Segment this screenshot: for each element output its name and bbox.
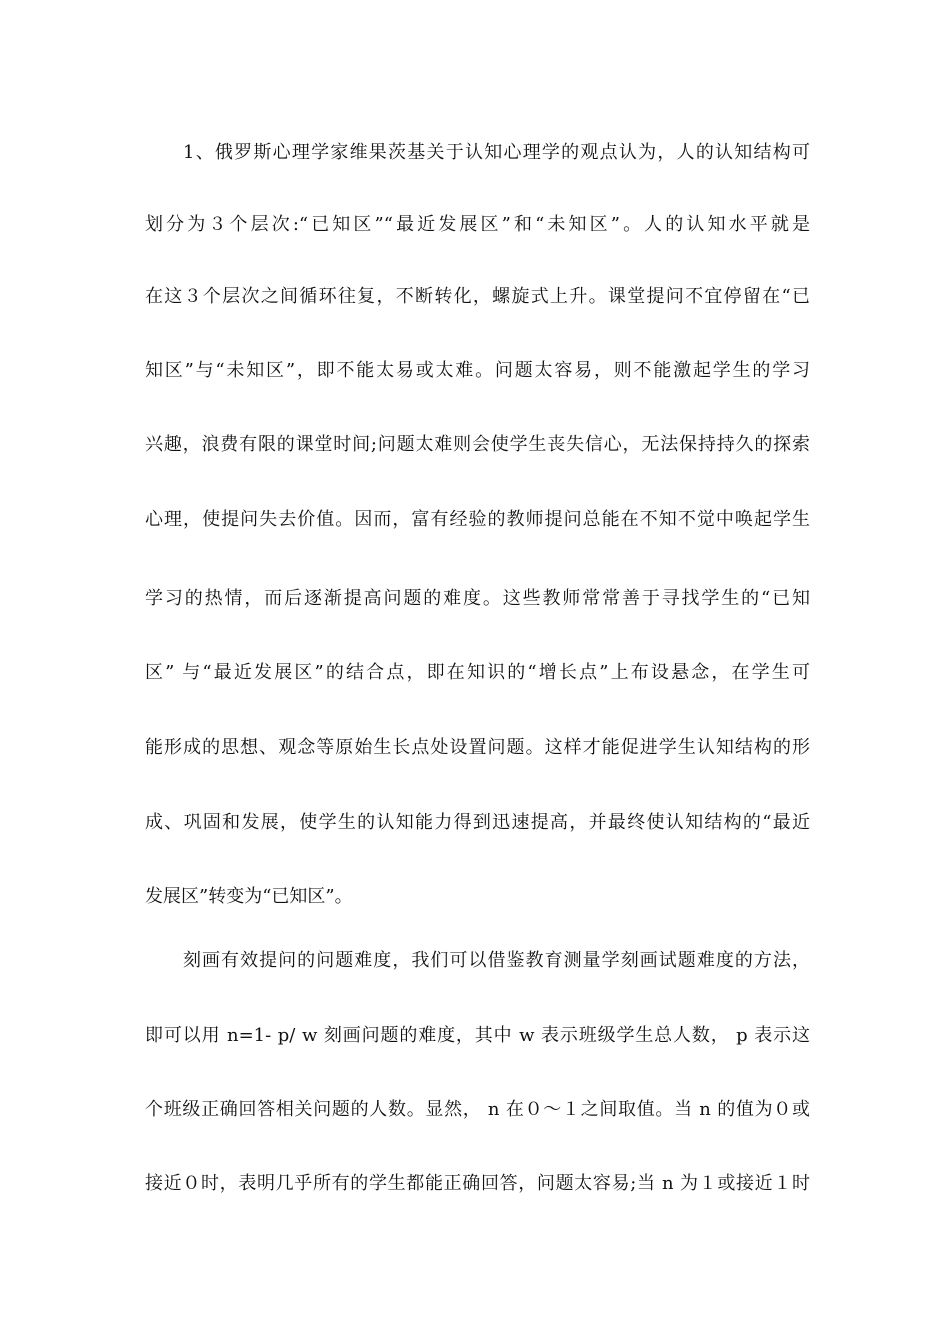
paragraph-1-line-6: 心理，使提问失去价值。因而，富有经验的教师提问总能在不知不觉中唤起学生 (145, 509, 810, 530)
paragraph-1-line-8: 区” 与“最近发展区”的结合点，即在知识的“增长点”上布设悬念，在学生可 (145, 662, 810, 683)
paragraph-1-line-3: 在这３个层次之间循环往复，不断转化，螺旋式上升。课堂提问不宜停留在“已 (145, 286, 810, 307)
paragraph-2-line-1: 刻画有效提问的问题难度，我们可以借鉴教育测量学刻画试题难度的方法， (183, 950, 810, 971)
paragraph-1-line-9: 能形成的思想、观念等原始生长点处设置问题。这样才能促进学生认知结构的形 (145, 737, 810, 758)
paragraph-1-line-7: 学习的热情，而后逐渐提高问题的难度。这些教师常常善于寻找学生的“已知 (145, 588, 810, 609)
paragraph-1-line-11: 发展区”转变为“已知区”。 (145, 886, 353, 907)
paragraph-2-line-2: 即可以用 n=1- p/ w 刻画问题的难度，其中 w 表示班级学生总人数， p 表示这 (145, 1025, 810, 1046)
paragraph-1-line-4: 知区”与“未知区”，即不能太易或太难。问题太容易，则不能激起学生的学习 (145, 360, 810, 381)
paragraph-1-line-1: 1、俄罗斯心理学家维果茨基关于认知心理学的观点认为，人的认知结构可 (183, 142, 810, 163)
paragraph-2-line-4: 接近０时，表明几乎所有的学生都能正确回答，问题太容易;当 n 为１或接近１时 (145, 1173, 810, 1194)
paragraph-1-line-2: 划分为３个层次:“已知区”“最近发展区”和“未知区”。人的认知水平就是 (145, 214, 810, 235)
paragraph-1-line-5: 兴趣，浪费有限的课堂时间;问题太难则会使学生丧失信心，无法保持持久的探索 (145, 434, 810, 455)
paragraph-1-line-10: 成、巩固和发展，使学生的认知能力得到迅速提高，并最终使认知结构的“最近 (145, 812, 810, 833)
paragraph-2-line-3: 个班级正确回答相关问题的人数。显然， n 在０～１之间取值。当 n 的值为０或 (145, 1099, 810, 1120)
